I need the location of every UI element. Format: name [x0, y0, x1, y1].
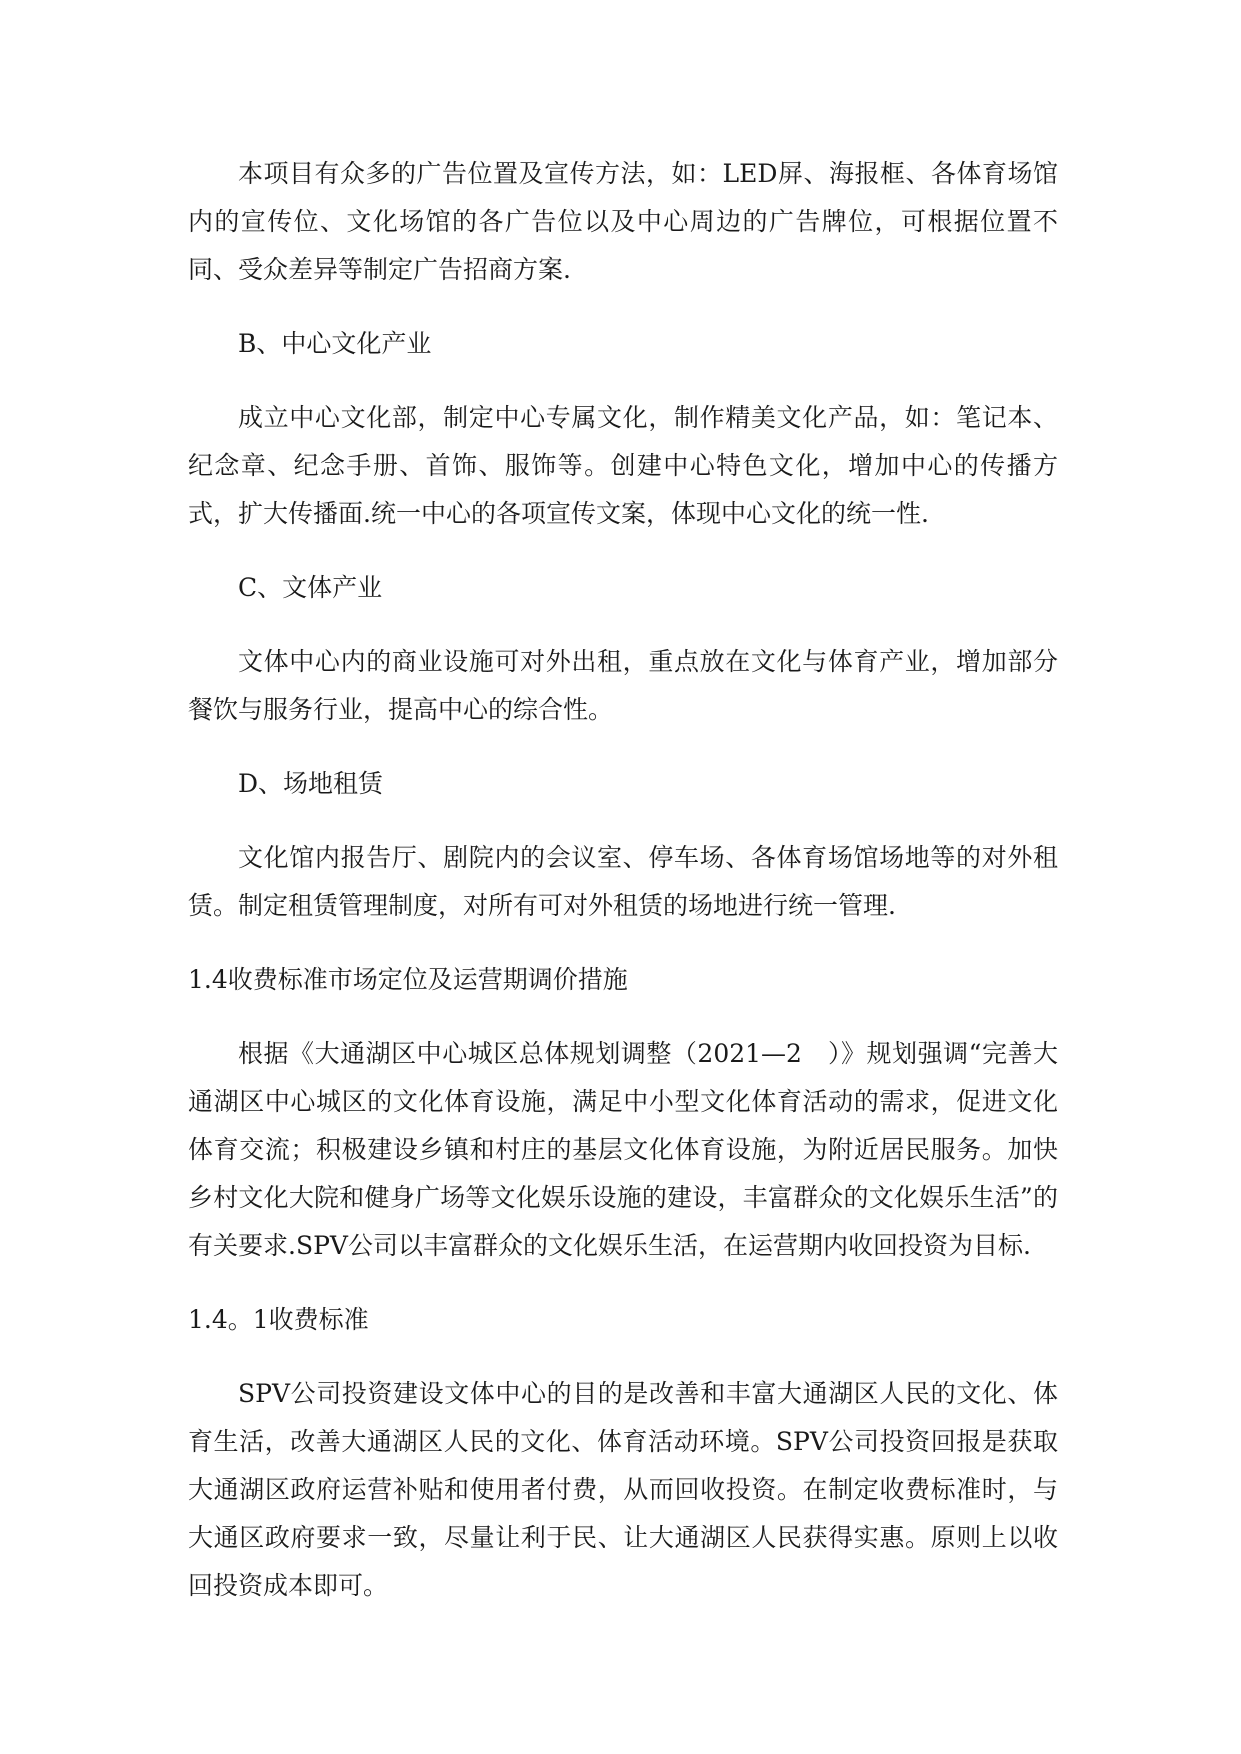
paragraph-commercial: 文体中心内的商业设施可对外出租，重点放在文化与体育产业，增加部分餐饮与服务行业，提高中心的综合性。 — [188, 647, 1058, 724]
paragraph-planning: 根据《大通湖区中心城区总体规划调整（2021—2 ）》规划强调“完善大通湖区中心城区的文化体育设施，满足中小型文化体育活动的需求，促进文化体育交流；积极建设乡镇和村庄的基层文化体育设施，为附近居民服务。加快乡村文化大院和健身广场等文化娱乐设施的建设，丰富群众的文化娱乐生活”的有关要求.SPV公司以丰富群众的文化娱乐生活，在运营期内收回投资为目标. — [188, 1039, 1058, 1260]
section-heading-1-4-1: 1.4。1收费标准 — [188, 1305, 369, 1334]
paragraph-leasing: 文化馆内报告厅、剧院内的会议室、停车场、各体育场馆场地等的对外租赁。制定租赁管理制度，对所有可对外租赁的场地进行统一管理. — [188, 843, 1058, 920]
paragraph-advertising: 本项目有众多的广告位置及宣传方法，如：LED屏、海报框、各体育场馆内的宣传位、文化场馆的各广告位以及中心周边的广告牌位，可根据位置不同、受众差异等制定广告招商方案. — [188, 159, 1058, 284]
paragraph-culture: 成立中心文化部，制定中心专属文化，制作精美文化产品，如：笔记本、纪念章、纪念手册、首饰、服饰等。创建中心特色文化，增加中心的传播方式，扩大传播面.统一中心的各项宣传文案，体现中心文化的统一性. — [188, 403, 1058, 528]
subheading-c: C、文体产业 — [238, 573, 383, 602]
paragraph-fee-standard: SPV公司投资建设文体中心的目的是改善和丰富大通湖区人民的文化、体育生活，改善大通湖区人民的文化、体育活动环境。SPV公司投资回报是获取大通湖区政府运营补贴和使用者付费，从而回收投资。在制定收费标准时，与大通区政府要求一致，尽量让利于民、让大通湖区人民获得实惠。原则上以收回投资成本即可。 — [188, 1379, 1058, 1600]
document-body — [188, 150, 1058, 1610]
subheading-d: D、场地租赁 — [238, 769, 384, 798]
section-heading-1-4: 1.4收费标准市场定位及运营期调价措施 — [188, 965, 628, 994]
subheading-b: B、中心文化产业 — [238, 329, 432, 358]
